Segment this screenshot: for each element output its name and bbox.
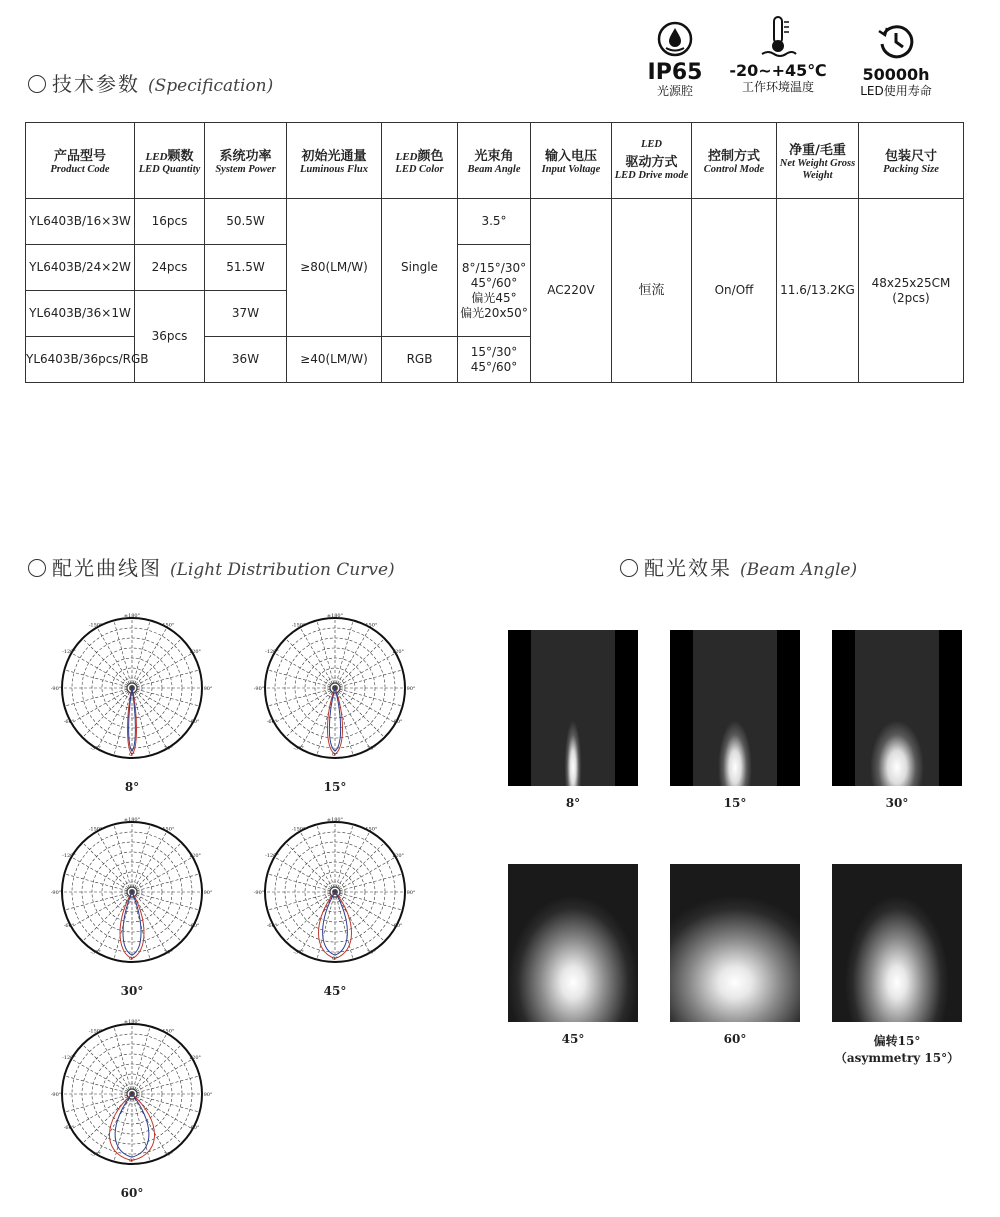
header-led-quantity: LED颗数 LED Quantity [135, 123, 205, 199]
polar-tick-label: 30° [366, 745, 376, 752]
cell-power: 37W [205, 291, 287, 337]
polar-tick-label: 30° [366, 949, 376, 956]
bullet-circle-icon [28, 75, 46, 93]
cell-control: On/Off [692, 199, 777, 383]
polar-tick-label: 0° [129, 1158, 135, 1164]
polar-tick-label: 150° [162, 826, 175, 833]
beam-label: 8° [565, 796, 581, 810]
cell-packing: 48x25x25CM (2pcs) [859, 199, 964, 383]
polar-tick-label: 120° [188, 1055, 202, 1061]
polar-tick-label: 90° [406, 890, 416, 896]
table-row [26, 199, 964, 245]
header-packing-size: 包装尺寸 Packing Size [859, 123, 964, 199]
polar-tick-label: -150° [88, 622, 103, 629]
beam-label: 30° [885, 796, 909, 810]
polar-tick-label: 0° [129, 752, 135, 758]
polar-tick-label: -60° [266, 719, 278, 725]
polar-tick-label: 90° [203, 890, 213, 896]
cell-power: 50.5W [205, 199, 287, 245]
polar-tick-label: -120° [62, 649, 76, 655]
polar-tick-label: 150° [365, 826, 378, 833]
polar-tick-label: ±180° [123, 817, 141, 823]
polar-tick-label: -150° [291, 622, 306, 629]
beam-label: 偏转15° [873, 1034, 921, 1048]
beam-glow [855, 630, 938, 786]
beam-image-0 [508, 630, 638, 786]
polar-tick-label: -30° [293, 745, 304, 752]
polar-chart-label: 60° [120, 1186, 144, 1200]
header-input-voltage: 输入电压 Input Voltage [531, 123, 612, 199]
polar-tick-label: -90° [50, 1092, 62, 1098]
cell-power: 51.5W [205, 245, 287, 291]
badge-temperature: -20~+45℃ 工作环境温度 [728, 14, 828, 94]
polar-tick-label: ±180° [326, 817, 344, 823]
beam-section-title: 配光效果 (Beam Angle) [620, 552, 857, 581]
polar-tick-label: 90° [406, 686, 416, 692]
polar-tick-label: 90° [203, 686, 213, 692]
header-drive-mode: LED 驱动方式 LED Drive mode [612, 123, 692, 199]
polar-tick-label: 60° [393, 923, 403, 929]
badge-lifetime: 50000h LED使用寿命 [848, 22, 944, 98]
cell-flux: ≥80(LM/W) [287, 199, 382, 337]
header-led-color: LED颜色 LED Color [382, 123, 458, 199]
spec-table [25, 122, 964, 383]
polar-tick-label: -30° [90, 1151, 101, 1158]
cell-code: YL6403B/24×2W [26, 245, 135, 291]
polar-tick-label: 60° [190, 923, 200, 929]
polar-tick-label: 60° [393, 719, 403, 725]
cell-drive: 恒流 [612, 199, 692, 383]
beam-glow [693, 630, 776, 786]
polar-tick-label: 120° [391, 853, 405, 859]
polar-tick-label: 120° [391, 649, 405, 655]
beam-sub-label: （asymmetry 15°） [834, 1051, 960, 1065]
polar-tick-label: -90° [253, 686, 265, 692]
polar-chart-0 [50, 608, 213, 773]
polar-tick-label: -30° [90, 745, 101, 752]
polar-tick-label: ±180° [123, 613, 141, 619]
spec-section-title: 技术参数 (Specification) [28, 68, 273, 97]
header-control-mode: 控制方式 Control Mode [692, 123, 777, 199]
polar-tick-label: 120° [188, 853, 202, 859]
polar-chart-label: 30° [120, 984, 144, 998]
beam-image-3 [508, 864, 638, 1022]
header-product-code: 产品型号 Product Code [26, 123, 135, 199]
header-system-power: 系统功率 System Power [205, 123, 287, 199]
curve-section-title: 配光曲线图 (Light Distribution Curve) [28, 552, 395, 581]
beam-image-2 [832, 630, 962, 786]
polar-tick-label: -30° [293, 949, 304, 956]
cell-beam: 15°/30° 45°/60° [458, 337, 531, 383]
header-beam-angle: 光束角 Beam Angle [458, 123, 531, 199]
cell-voltage: AC220V [531, 199, 612, 383]
polar-tick-label: -60° [63, 1125, 75, 1131]
polar-tick-label: -90° [50, 686, 62, 692]
polar-tick-label: -60° [266, 923, 278, 929]
polar-tick-label: -60° [63, 923, 75, 929]
polar-chart-4 [50, 1014, 213, 1179]
polar-tick-label: 60° [190, 719, 200, 725]
polar-tick-label: -120° [62, 1055, 76, 1061]
cell-color: Single [382, 199, 458, 337]
cell-quantity: 24pcs [135, 245, 205, 291]
beam-label: 45° [561, 1032, 585, 1046]
polar-tick-label: -120° [62, 853, 76, 859]
polar-tick-label: -150° [291, 826, 306, 833]
polar-tick-label: 30° [163, 745, 173, 752]
cell-code: YL6403B/36pcs/RGB [26, 337, 135, 383]
beam-image-4 [670, 864, 800, 1022]
polar-chart-3 [253, 812, 416, 977]
polar-tick-label: -150° [88, 1028, 103, 1035]
polar-tick-label: 0° [129, 956, 135, 962]
beam-label: 15° [723, 796, 747, 810]
polar-tick-label: 0° [332, 956, 338, 962]
polar-chart-1 [253, 608, 416, 773]
polar-tick-label: -30° [90, 949, 101, 956]
polar-tick-label: 90° [203, 1092, 213, 1098]
water-drop-icon [656, 20, 694, 58]
beam-image-1 [670, 630, 800, 786]
beam-glow [832, 864, 962, 1022]
polar-tick-label: -90° [50, 890, 62, 896]
cell-beam: 3.5° [458, 199, 531, 245]
clock-history-icon [876, 22, 916, 62]
polar-tick-label: -150° [88, 826, 103, 833]
beam-label: 60° [723, 1032, 747, 1046]
polar-tick-label: 150° [162, 1028, 175, 1035]
polar-tick-label: ±180° [326, 613, 344, 619]
beam-glow [670, 864, 800, 1022]
table-header-row [26, 123, 964, 199]
polar-tick-label: 30° [163, 1151, 173, 1158]
polar-tick-label: 30° [163, 949, 173, 956]
cell-code: YL6403B/36×1W [26, 291, 135, 337]
polar-tick-label: 150° [162, 622, 175, 629]
cell-flux: ≥40(LM/W) [287, 337, 382, 383]
polar-tick-label: ±180° [123, 1019, 141, 1025]
polar-chart-label: 15° [323, 780, 347, 794]
cell-code: YL6403B/16×3W [26, 199, 135, 245]
polar-tick-label: -120° [265, 649, 279, 655]
bullet-circle-icon [620, 559, 638, 577]
beam-image-5 [832, 864, 962, 1022]
cell-color: RGB [382, 337, 458, 383]
polar-tick-label: -90° [253, 890, 265, 896]
cell-beam: 8°/15°/30° 45°/60° 偏光45° 偏光20x50° [458, 245, 531, 337]
bullet-circle-icon [28, 559, 46, 577]
polar-tick-label: -60° [63, 719, 75, 725]
polar-tick-label: 150° [365, 622, 378, 629]
polar-chart-label: 45° [323, 984, 347, 998]
beam-glow [508, 864, 638, 1022]
cell-weight: 11.6/13.2KG [777, 199, 859, 383]
badge-ip65: IP65 光源腔 [640, 20, 710, 98]
cell-quantity: 36pcs [135, 291, 205, 383]
polar-tick-label: 60° [190, 1125, 200, 1131]
beam-glow [531, 630, 614, 786]
cell-quantity: 16pcs [135, 199, 205, 245]
polar-tick-label: 0° [332, 752, 338, 758]
polar-chart-2 [50, 812, 213, 977]
polar-chart-label: 8° [124, 780, 140, 794]
header-luminous-flux: 初始光通量 Luminous Flux [287, 123, 382, 199]
polar-tick-label: -120° [265, 853, 279, 859]
polar-tick-label: 120° [188, 649, 202, 655]
thermometer-icon [758, 14, 798, 58]
cell-power: 36W [205, 337, 287, 383]
header-weight: 净重/毛重 Net Weight Gross Weight [777, 123, 859, 199]
